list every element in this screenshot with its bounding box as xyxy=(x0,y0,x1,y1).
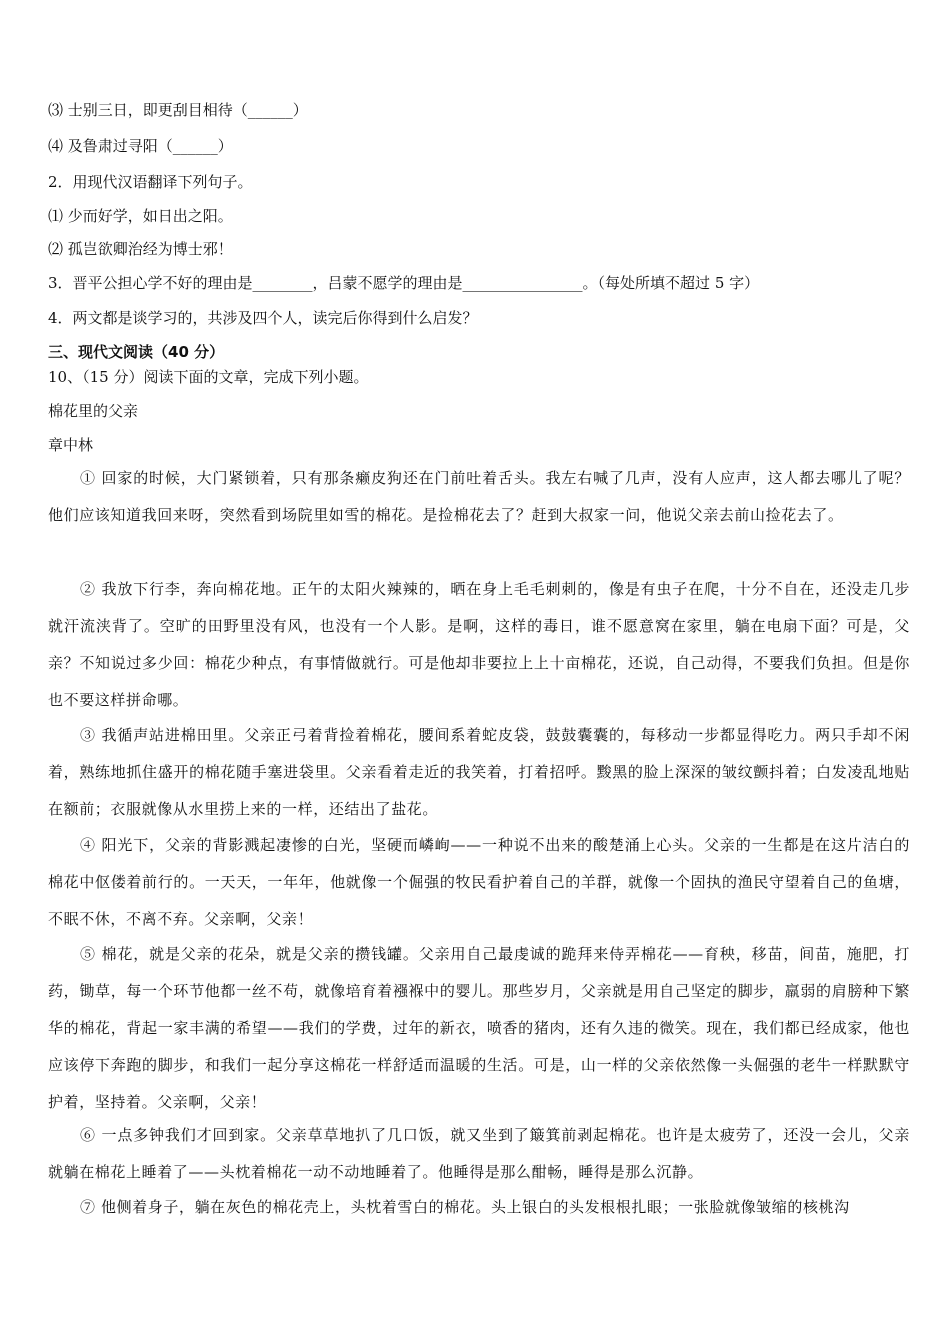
article-paragraph-6: ⑥ 一点多钟我们才回到家。父亲草草地扒了几口饭，就又坐到了簸箕前剥起棉花。也许是太疲劳了，还没一会儿，父亲就躺在棉花上睡着了——头枕着棉花一动不动地睡着了。他睡得是那么酣畅，睡得是那么沉静。 xyxy=(48,1126,910,1181)
question-2: 2．用现代汉语翻译下列句子。 xyxy=(48,173,253,191)
question-2-2: ⑵ 孤岂欲卿治经为博士邪！ xyxy=(48,240,233,258)
question-3: 3．晋平公担心学不好的理由是________，吕蒙不愿学的理由是________________。（每处所填不超过 5 字） xyxy=(48,274,760,292)
article-paragraph-7: ⑦ 他侧着身子，躺在灰色的棉花壳上，头枕着雪白的棉花。头上银白的头发根根扎眼；一张脸就像皱缩的核桃沟 xyxy=(80,1198,850,1216)
article-author: 章中林 xyxy=(48,436,94,454)
article-paragraph-5: ⑤ 棉花，就是父亲的花朵，就是父亲的攒钱罐。父亲用自己最虔诚的跪拜来侍弄棉花——育秧，移苗，间苗，施肥，打药，锄草，每一个环节他都一丝不苟，就像培育着襁褓中的婴儿。那些岁月，父亲就是用自己坚定的脚步，羸弱的肩膀种下繁华的棉花，背起一家丰满的希望——我们的学费，过年的新衣，喷香的猪肉，还有久违的微笑。现在，我们都已经成家，他也应该停下奔跑的脚步，和我们一起分享这棉花一样舒适而温暖的生活。可是，山一样的父亲依然像一头倔强的老牛一样默默守护着，坚持着。父亲啊，父亲！ xyxy=(48,945,910,1111)
section-item: 10、（15 分）阅读下面的文章，完成下列小题。 xyxy=(48,368,369,386)
question-1-4: ⑷ 及鲁肃过寻阳（______） xyxy=(48,137,233,155)
question-1-3: ⑶ 士别三日，即更刮目相待（______） xyxy=(48,101,308,119)
article-paragraph-1: ① 回家的时候，大门紧锁着，只有那条癞皮狗还在门前吐着舌头。我左右喊了几声，没有人应声，这人都去哪儿了呢？他们应该知道我回来呀，突然看到场院里如雪的棉花。是捡棉花去了？赶到大叔家一问，他说父亲去前山捡花去了。 xyxy=(48,469,910,524)
article-paragraph-3: ③ 我循声站进棉田里。父亲正弓着背捡着棉花，腰间系着蛇皮袋，鼓鼓囊囊的，每移动一步都显得吃力。两只手却不闲着，熟练地抓住盛开的棉花随手塞进袋里。父亲看着走近的我笑着，打着招呼。黢黑的脸上深深的皱纹颤抖着；白发凌乱地贴在额前；衣服就像从水里捞上来的一样，还结出了盐花。 xyxy=(48,726,910,818)
section-title: 三、现代文阅读（40 分） xyxy=(48,343,225,361)
article-paragraph-4: ④ 阳光下，父亲的背影溅起凄惨的白光，坚硬而嶙峋——一种说不出来的酸楚涌上心头。父亲的一生都是在这片洁白的棉花中伛偻着前行的。一天天，一年年，他就像一个倔强的牧民看护着自己的羊群，就像一个固执的渔民守望着自己的鱼塘，不眠不休，不离不弃。父亲啊，父亲！ xyxy=(48,836,910,928)
article-paragraph-2: ② 我放下行李，奔向棉花地。正午的太阳火辣辣的，晒在身上毛毛刺刺的，像是有虫子在爬，十分不自在，还没走几步就汗流浃背了。空旷的田野里没有风，也没有一个人影。是啊，这样的毒日，谁不愿意窝在家里，躺在电扇下面？可是，父亲？不知说过多少回：棉花少种点，有事情做就行。可是他却非要拉上上十亩棉花，还说，自己动得，不要我们负担。但是你也不要这样拼命哪。 xyxy=(48,580,910,709)
question-4: 4．两文都是谈学习的，共涉及四个人，读完后你得到什么启发？ xyxy=(48,309,478,327)
article-title: 棉花里的父亲 xyxy=(48,402,139,420)
question-2-1: ⑴ 少而好学，如日出之阳。 xyxy=(48,207,233,225)
